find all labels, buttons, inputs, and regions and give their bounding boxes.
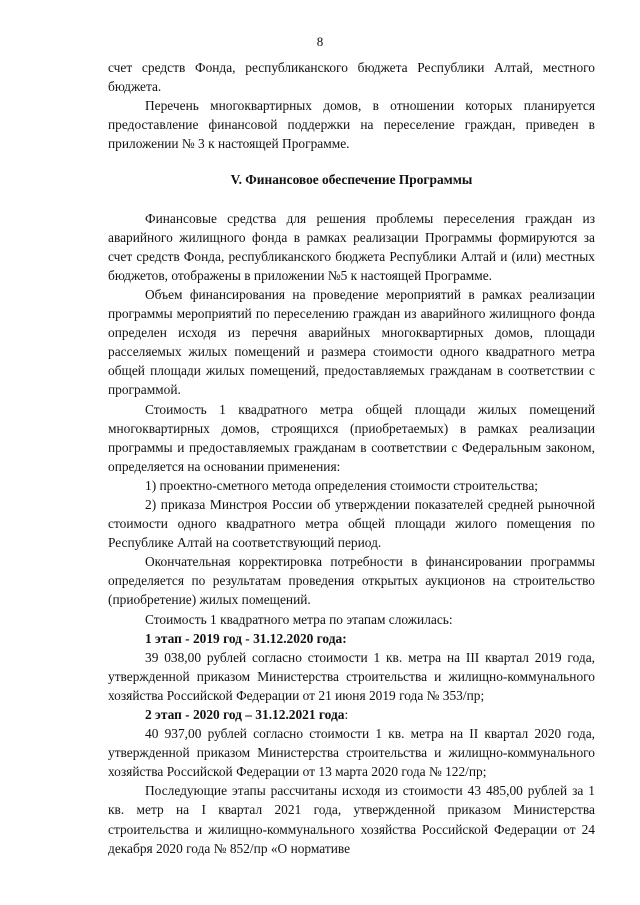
paragraph-funding-sources: Финансовые средства для решения проблемы переселения граждан из аварийного жилищного фонда в рамках реализации Программы формируются за счет средств Фонда, республиканского бюджета Республики Алтай и (или) местных бюджетов, отображены в приложении №5 к настоящей Программе.: [108, 210, 595, 283]
paragraph-funding-volume: Объем финансирования на проведение мероприятий в рамках реализации программы мероприятий по переселению граждан из аварийного жилищного фонда определен исходя из перечня аварийных многоквартирных домов, площади расселяемых жилых помещений и размера стоимости одного квадратного метра общей площади жилых помещений, предоставляемых гражданам в соответствии с программой.: [108, 286, 595, 398]
document-body: [108, 58, 595, 858]
stage-2-colon: :: [344, 707, 349, 722]
stage-2-title-line: [108, 705, 595, 724]
paragraph-house-list: Перечень многоквартирных домов, в отношении которых планируется предоставление финансовой поддержки на переселение граждан, приведен в приложении № 3 к настоящей Программе.: [108, 98, 595, 152]
paragraph-final-adjustment: Окончательная корректировка потребности в финансировании программы определяется по результатам проведения открытых аукционов на строительство (приобретение) жилых помещений.: [108, 554, 595, 608]
paragraph-continuation: счет средств Фонда, республиканского бюджета Республики Алтай, местного бюджета.: [108, 60, 595, 95]
stage-1-title: 1 этап - 2019 год - 31.12.2020 года:: [145, 630, 347, 646]
stage-2-text: 40 937,00 рублей согласно стоимости 1 кв. метра на II квартал 2020 года, утвержденной приказом Министерства строительства и жилищно-коммунального хозяйства Российской Федерации от 13 марта 2020 года № 122/пр;: [108, 726, 595, 780]
list-item-method-1: 1) проектно-сметного метода определения стоимости строительства;: [145, 477, 538, 493]
list-item-method-2: 2) приказа Минстроя России об утверждении показателей средней рыночной стоимости одного квадратного метра общей площади жилого помещения по Республике Алтай на соответствующий период.: [108, 496, 595, 551]
paragraph-cost-per-meter: Стоимость 1 квадратного метра общей площади жилых помещений многоквартирных домов, строящихся (приобретаемых) в рамках реализации программы и предоставляемых гражданам в соответствии с Федеральным законом, определяется на основании применения:: [108, 401, 595, 474]
stage-2-title: 2 этап - 2020 год – 31.12.2021 года: [145, 707, 345, 722]
page-number: 8: [316, 34, 324, 49]
paragraph-stage-intro: Стоимость 1 квадратного метра по этапам сложилась:: [145, 611, 453, 627]
paragraph-subsequent-stages: Последующие этапы рассчитаны исходя из стоимости 43 485,00 рублей за 1 кв. метр на I квартал 2021 года, утвержденной приказом Министерства строительства и жилищно-коммунального хозяйства Российской Федерации от 24 декабря 2020 года № 852/пр «О нормативе: [108, 783, 595, 856]
section-heading: V. Финансовое обеспечение Программы: [230, 172, 473, 188]
stage-1-text: 39 038,00 рублей согласно стоимости 1 кв. метра на III квартал 2019 года, утвержденной приказом Министерства строительства и жилищно-коммунального хозяйства Российской Федерации от 21 июня 2019 года № 353/пр;: [108, 649, 595, 703]
